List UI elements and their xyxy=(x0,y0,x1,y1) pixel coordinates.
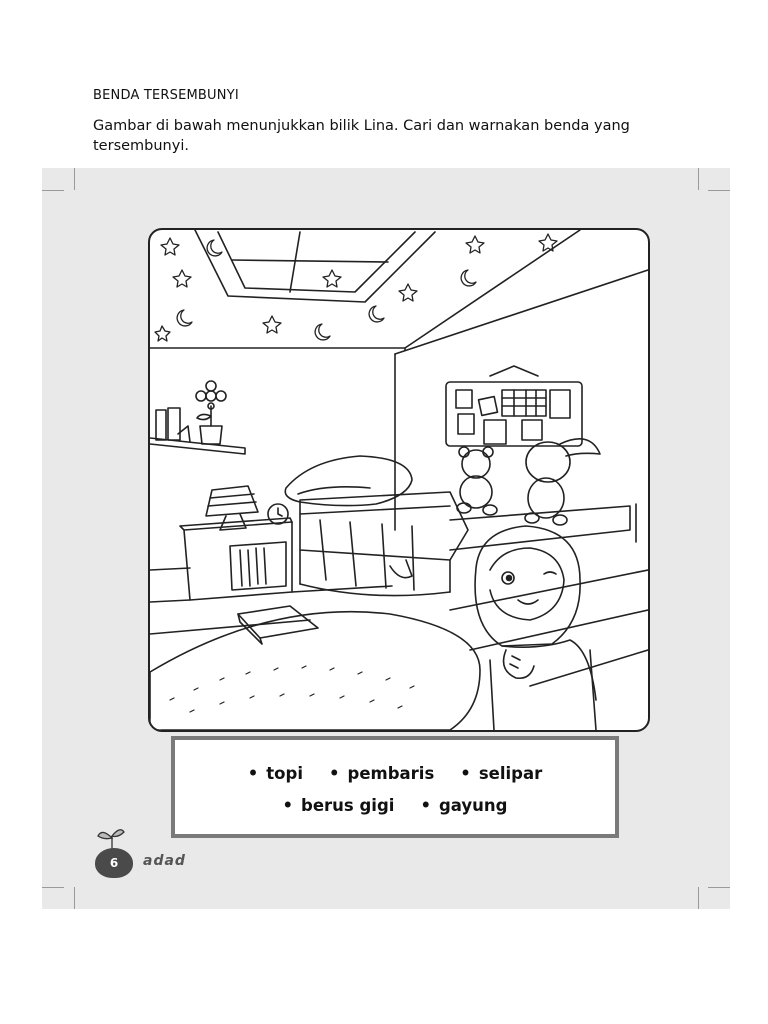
crop-mark xyxy=(708,887,730,888)
word-item: • gayung xyxy=(420,796,507,815)
crop-mark xyxy=(708,190,730,191)
crop-mark xyxy=(74,887,75,909)
worksheet-instruction: Gambar di bawah menunjukkan bilik Lina. Cari dan warnakan benda yang tersembunyi. xyxy=(93,118,630,154)
bedroom-illustration xyxy=(148,228,650,732)
page-number-badge: 6 xyxy=(95,848,133,878)
word-item: • berus gigi xyxy=(283,796,395,815)
word-item: • topi xyxy=(248,764,303,783)
crop-mark xyxy=(42,190,64,191)
crop-mark xyxy=(42,887,64,888)
word-list-row-2 xyxy=(175,796,615,815)
hidden-items-word-list xyxy=(171,736,619,838)
publisher-logo: adad xyxy=(143,853,186,869)
crop-mark xyxy=(74,168,75,190)
apple-leaf-icon xyxy=(96,826,126,850)
crop-mark xyxy=(698,887,699,909)
word-list-row-1 xyxy=(175,764,615,783)
word-item: • selipar xyxy=(460,764,542,783)
crop-mark xyxy=(698,168,699,190)
word-item: • pembaris xyxy=(329,764,434,783)
worksheet-title: BENDA TERSEMBUNYI xyxy=(93,88,239,103)
